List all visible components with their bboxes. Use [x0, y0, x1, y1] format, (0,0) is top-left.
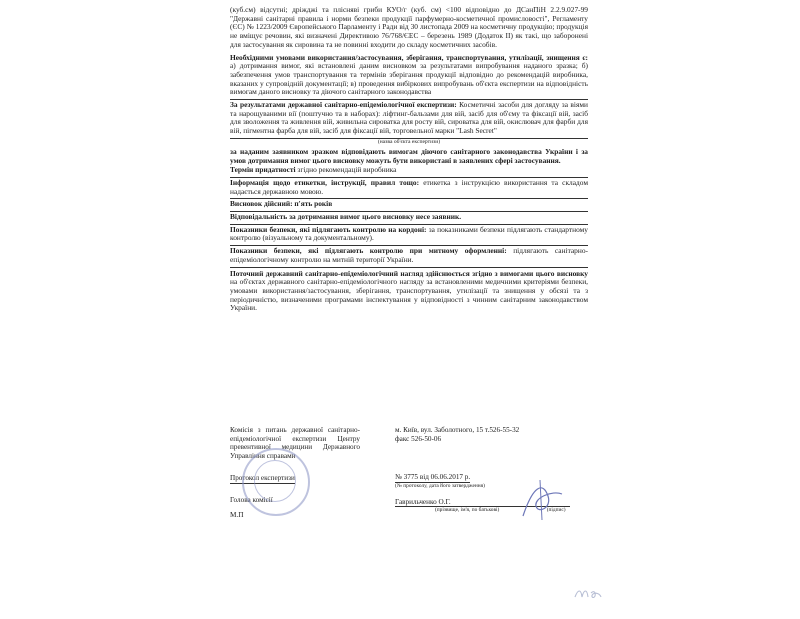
labeling-text: етикетка з інструкцією використання та складом надається державною мовою.	[230, 177, 589, 196]
sign-caption: (прізвище, ім'я, по батькові)	[435, 507, 500, 514]
border-control-label: Показники безпеки, які підлягають контролю на кордоні:	[230, 224, 427, 234]
supervision-section	[230, 268, 588, 314]
conditions-label: Необхідними умовами використання/застосування, зберігання, транспортування, утилізації, знищення є:	[230, 52, 588, 62]
mp-label: М.П	[230, 510, 244, 519]
responsibility-line: Відповідальність за дотримання вимог цього висновку несе заявник.	[230, 212, 588, 225]
shelf-life-section	[230, 165, 588, 178]
results-section	[230, 100, 588, 139]
supervision-text: на об'єктах державного санітарно-епідеміологічного нагляду за встановленими медичними критеріями безпеки, умовами використання/застосування, зберігання, транспортування, утилізації та знищення у обсязі та з періодичністю, визначеними програмами інспектування у відповідності з чинним санітарним законодавством України.	[230, 277, 588, 313]
compliance-paragraph: за наданим заявником зразком відповідають вимогам діючого санітарного законодавства України і за умов дотримання вимог цього висновку можуть бути використані в заявлених сфері застосування.	[230, 146, 588, 165]
shelf-life-label: Термін придатності	[230, 165, 296, 175]
protocol-number: № 3775 від 06.06.2017 р.	[395, 473, 471, 482]
address-line: м. Київ, вул. Заболотного, 15 т.526-55-32	[395, 426, 520, 434]
border-control-text: за показниками безпеки підлягають стандартному контролю (візуальному та документальному).	[230, 224, 589, 243]
customs-control-label: Показники безпеки, які підлягають контролю при митному оформленні:	[230, 246, 507, 256]
head-name: Гаврильченко О.Г.	[395, 498, 570, 508]
signature-mark	[518, 476, 568, 526]
supervision-label: Поточний державний санітарно-епідеміологічний нагляд здійснюється згідно з вимогами цього висновку	[230, 268, 588, 278]
commission-name: Комісія з питань державної санітарно-епідеміологічної експертизи Центру превентивної медицини Державного Управління справами	[230, 426, 360, 460]
shelf-life-text: згідно рекомендацій виробника	[297, 165, 397, 175]
fax-line: факс 526-50-06	[395, 434, 442, 443]
sign-label: (підпис)	[546, 507, 566, 514]
results-label: За результатами державної санітарно-епідеміологічної експертизи:	[230, 100, 457, 110]
results-text: Косметичні засоби для догляду за віями та нарощуваними вії (поштучно та в наборах): ліфтинг-бальзами для вій, засіб для об'єму та фіксації вій, засіб для зволоження та живлення вій, живильна сироватка для росту вій, сироватка для вій, окислювач для фарби для вій, пігментна фарба для вій, засіб для фіксації вій, торговельної марки "Lash Secret"	[230, 100, 588, 136]
official-stamp	[242, 448, 310, 516]
head-label: Голова комісії	[230, 495, 273, 504]
protocol-caption: (№ протоколу, дата його затвердження)	[395, 482, 485, 489]
protocol-label: Протокол експертизи	[230, 474, 295, 483]
labeling-section	[230, 178, 588, 199]
border-control-section	[230, 225, 588, 246]
validity-line: Висновок дійсний: п'ять років	[230, 199, 588, 212]
conditions-text: а) дотримання вимог, які встановлені даним висновком за результатами випробування наданого зразка; б) забезпечення умов транспортування та термінів зберігання продукції відповідно до рекомендацій виробника, вказаних у супровідній документації; в) проведення вибіркових випробувань об'єкта експертизи на відповідність вимогам даного висновку та діючого санітарного законодавства	[230, 61, 588, 97]
results-caption: (назва об'єкта експертизи)	[377, 138, 441, 145]
customs-control-text: підлягають санітарно-епідеміологічному контролю на митній території України.	[230, 246, 588, 264]
customs-control-section	[230, 246, 588, 267]
conditions-section	[230, 53, 588, 101]
document-body	[230, 6, 588, 313]
labeling-label: Інформація щодо етикетки, інструкції, правил тощо:	[230, 177, 420, 187]
intro-paragraph: (куб.см) відсутні; дріжджі та плісняві гриби КУО/г (куб. см) <100 відповідно до ДСанПіН 2.2.9.027-99 "Державні санітарні правила і норми безпеки продукції парфумерно-косметичної промисловості", Регламенту (ЄС) № 1223/2009 Європейського Парламенту і Ради від 30 листопада 2009 на косметичну продукцію; продукція не вміщує речовин, які визначені Директивою 76/768/ЄЕС – березень 1989 (Додаток II) як такі, що заборонені для застосування як сировина та не повинні входити до складу косметичних засобів.	[230, 5, 588, 49]
handwritten-note	[573, 585, 603, 601]
